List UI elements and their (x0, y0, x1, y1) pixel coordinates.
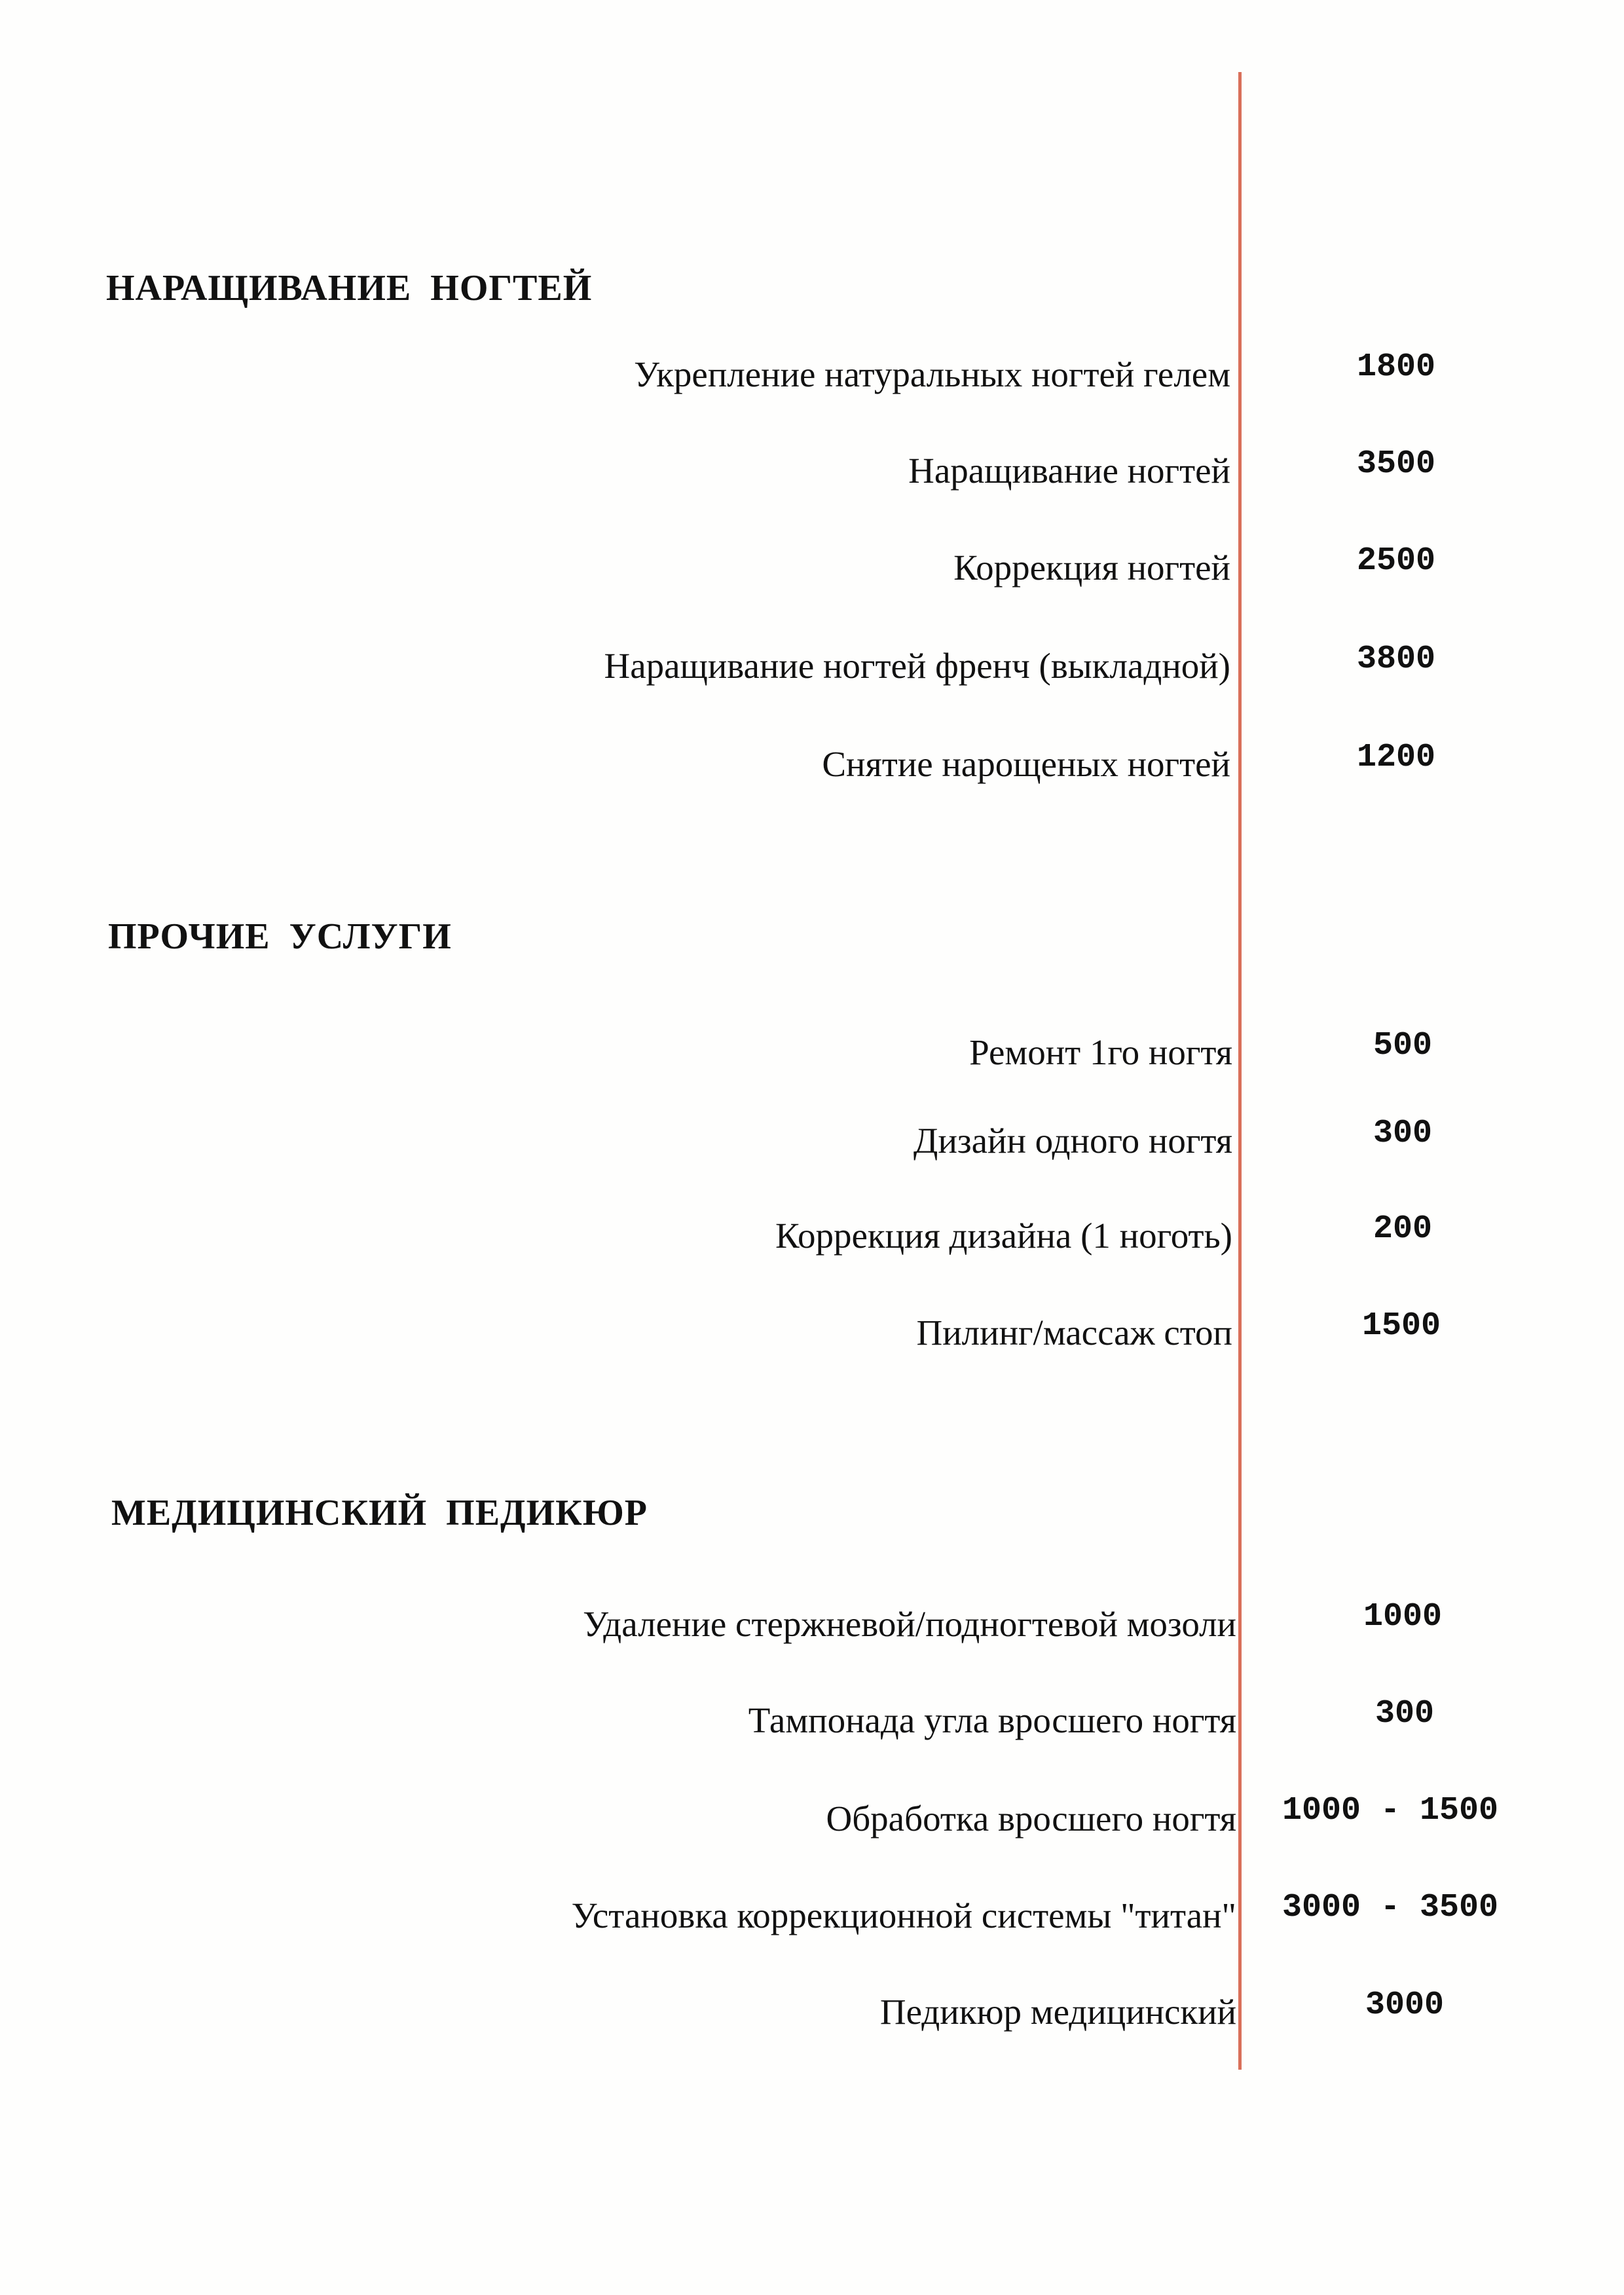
service-price: 1800 (1357, 348, 1436, 386)
section-title-other-services: ПРОЧИЕ УСЛУГИ (108, 916, 452, 957)
service-price: 300 (1375, 1695, 1435, 1732)
service-name: Коррекция ногтей (953, 548, 1230, 588)
vertical-divider-line (1238, 72, 1242, 2070)
service-price: 1000 (1363, 1598, 1443, 1635)
service-name: Укрепление натуральных ногтей гелем (634, 354, 1230, 394)
service-price: 3500 (1357, 445, 1436, 483)
service-price: 3800 (1357, 641, 1436, 678)
service-price: 300 (1373, 1115, 1433, 1152)
service-price: 1000 - 1500 (1282, 1792, 1499, 1829)
service-name: Педикюр медицинский (879, 1992, 1236, 2032)
section-title-nail-extension: НАРАЩИВАНИЕ НОГТЕЙ (106, 268, 593, 308)
service-name: Пилинг/массаж стоп (916, 1313, 1232, 1353)
section-title-medical-pedicure: МЕДИЦИНСКИЙ ПЕДИКЮР (111, 1493, 648, 1533)
service-name: Удаление стержневой/подногтевой мозоли (583, 1604, 1236, 1644)
service-name: Ремонт 1го ногтя (969, 1032, 1232, 1072)
service-name: Коррекция дизайна (1 ноготь) (775, 1216, 1232, 1256)
service-price: 500 (1373, 1027, 1433, 1064)
service-price: 2500 (1357, 542, 1436, 580)
service-name: Наращивание ногтей френч (выкладной) (604, 646, 1230, 686)
service-name: Дизайн одного ногтя (913, 1121, 1232, 1161)
service-price: 3000 - 3500 (1282, 1889, 1499, 1926)
service-price: 1500 (1362, 1307, 1441, 1345)
service-price: 3000 (1365, 1987, 1445, 2024)
service-name: Наращивание ногтей (908, 451, 1230, 491)
service-name: Установка коррекционной системы "титан" (571, 1895, 1236, 1935)
service-name: Снятие нарощеных ногтей (822, 744, 1230, 784)
service-name: Обработка вросшего ногтя (826, 1799, 1236, 1838)
service-price: 200 (1373, 1210, 1433, 1248)
service-name: Тампонада угла вросшего ногтя (748, 1700, 1236, 1740)
service-price: 1200 (1357, 739, 1436, 776)
